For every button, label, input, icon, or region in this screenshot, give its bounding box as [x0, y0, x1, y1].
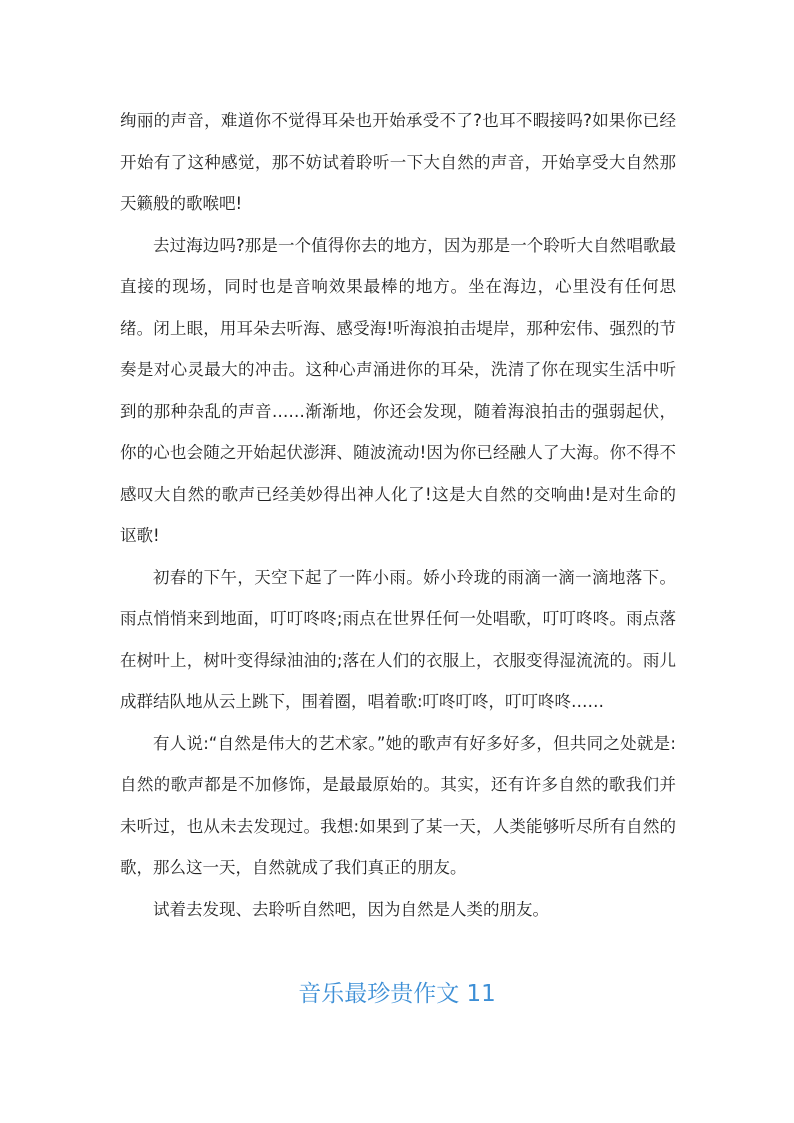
section-heading: 音乐最珍贵作文 11: [298, 981, 496, 1007]
paragraph-5: 试着去发现、去聆听自然吧，因为自然是人类的朋友。: [153, 899, 549, 919]
paragraph-1: 绚丽的声音，难道你不觉得耳朵也开始承受不了?也耳不暇接吗?如果你已经开始有了这种感觉，那不妨试着聆听一下大自然的声音，开始享受大自然那天籁般的歌喉吧!: [120, 111, 676, 213]
paragraph-3: 初春的下午，天空下起了一阵小雨。娇小玲珑的雨滴一滴一滴地落下。雨点悄悄来到地面，叮叮咚咚;雨点在世界任何一处唱歌，叮叮咚咚。雨点落在树叶上，树叶变得绿油油的;落在人们的衣服上，衣服变得湿流流的。雨儿成群结队地从云上跳下，围着圈，唱着歌:叮咚叮咚，叮叮咚咚……: [120, 567, 676, 711]
paragraph-2: 去过海边吗?那是一个值得你去的地方，因为那是一个聆听大自然唱歌最直接的现场，同时也是音响效果最棒的地方。坐在海边，心里没有任何思绪。闭上眼，用耳朵去听海、感受海!听海浪拍击堤岸，那种宏伟、强烈的节奏是对心灵最大的冲击。这种心声涌进你的耳朵，洗清了你在现实生活中听到的那种杂乱的声音……渐渐地，你还会发现，随着海浪拍击的强弱起伏，你的心也会随之开始起伏澎湃、随波流动!因为你已经融人了大海。你不得不感叹大自然的歌声已经美妙得出神人化了!这是大自然的交响曲!是对生命的讴歌!: [120, 235, 676, 545]
paragraph-4: 有人说:“自然是伟大的艺术家。”她的歌声有好多好多，但共同之处就是:自然的歌声都是不加修饰，是最最原始的。其实，还有许多自然的歌我们并未听过，也从未去发现过。我想:如果到了某一天，人类能够听尽所有自然的歌，那么这一天，自然就成了我们真正的朋友。: [120, 733, 676, 877]
document-body: [120, 100, 676, 930]
